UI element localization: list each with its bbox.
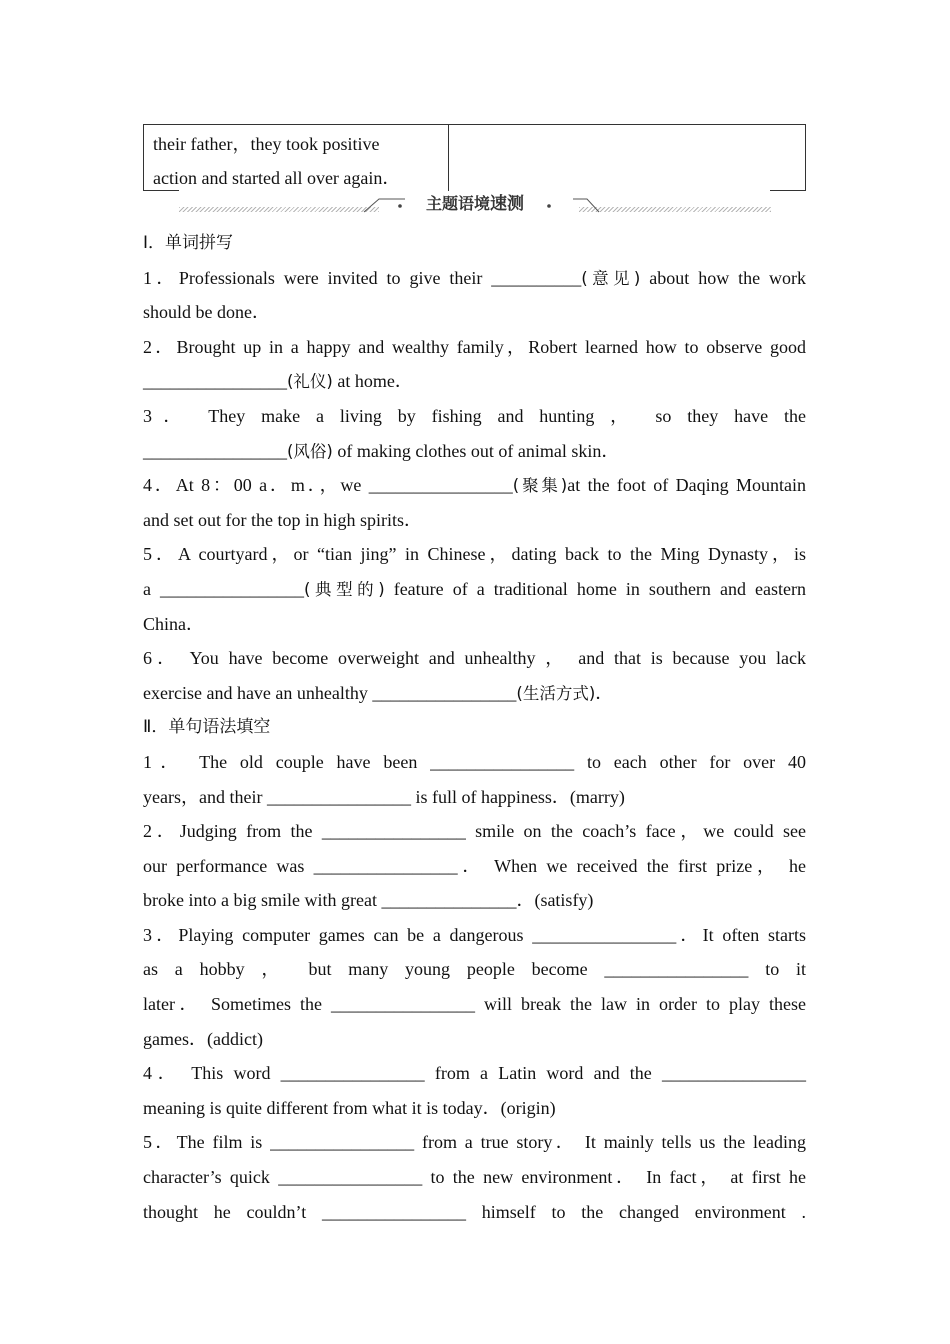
section-heading: Ⅰ．单词拼写 — [143, 233, 234, 253]
question-line — [143, 676, 806, 711]
question-line — [143, 572, 806, 607]
text-run: 4．At 8：00 a．m．，we — [143, 475, 369, 496]
question-line: and set out for the top in high spirits． — [143, 509, 422, 530]
hint-text: (典型的) — [304, 579, 385, 599]
question-line: games．(addict) — [143, 1028, 263, 1049]
answer-blank: ________________ — [160, 578, 305, 599]
question-line — [143, 468, 806, 503]
text-run: at the foot of Daqing Mountain — [567, 475, 806, 496]
text-run: 1．Professionals were invited to give their — [143, 267, 492, 288]
hint-text: (礼仪) — [287, 372, 333, 392]
question-line: 2．Judging from the ________________ smile on the coach’s face，we could see — [143, 821, 806, 842]
question-line — [143, 364, 806, 399]
text-run: about how the work — [640, 267, 807, 288]
question-line: as a hobby ， but many young people become ________________ to it — [143, 959, 806, 980]
text-run: ． — [595, 682, 614, 703]
hint-text: (生活方式) — [516, 683, 596, 703]
table-fragment — [143, 124, 806, 192]
page — [143, 124, 807, 1222]
question-line: later． Sometimes the ________________ will break the law in order to play these — [143, 994, 806, 1015]
table-cell-left — [143, 124, 449, 191]
question-line: 5．The film is ________________ from a true story． It mainly tells us the leading — [143, 1132, 806, 1153]
hint-text: (意见) — [581, 268, 641, 288]
question-line: character’s quick ________________ to the new environment． In fact， at first he — [143, 1167, 806, 1188]
question-line: broke into a big smile with great _______________．(satisfy) — [143, 890, 594, 911]
text-run: of making clothes out of animal skin． — [332, 440, 620, 461]
question-line: 5．A courtyard，or “tian jing” in Chinese，dating back to the Ming Dynasty，is — [143, 544, 806, 565]
section-banner — [179, 192, 771, 218]
table-border-stub — [770, 190, 806, 191]
text-run: feature of a traditional home in southern and eastern — [384, 578, 806, 599]
exercise-content — [143, 226, 806, 1229]
table-cell-line: action and started all over again． — [153, 168, 401, 188]
banner-title-b: 速测 — [490, 194, 524, 214]
answer-blank: ________________ — [368, 475, 513, 496]
question-line: meaning is quite different from what it is today．(origin) — [143, 1097, 556, 1118]
banner-title-a: 主题语境 — [425, 194, 490, 213]
answer-blank: ________________ — [372, 682, 517, 703]
answer-blank: ________________ — [143, 440, 287, 461]
section-heading: Ⅱ．单句语法填空 — [143, 717, 271, 738]
question-line — [143, 434, 806, 469]
text-run: at home． — [332, 371, 413, 392]
question-line — [143, 261, 806, 296]
question-line: should be done． — [143, 302, 270, 323]
table-cell-right — [448, 124, 806, 191]
question-line: 3． They make a living by fishing and hunting ， so they have the — [143, 405, 806, 426]
question-line: years，and their ________________ is full of happiness．(marry) — [143, 786, 625, 807]
question-line: 1． The old couple have been ________________ to each other for over 40 — [143, 751, 806, 772]
question-line: 4． This word ________________ from a Latin word and the ________________ — [143, 1063, 806, 1084]
banner-title — [413, 192, 537, 216]
table-border-stub — [143, 190, 179, 191]
question-line: our performance was ________________． When we received the first prize， he — [143, 855, 806, 876]
answer-blank: __________ — [491, 267, 582, 288]
question-line: China． — [143, 613, 204, 634]
question-line: 6． You have become overweight and unhealthy ， and that is because you lack — [143, 648, 806, 669]
table-cell-line: their father，they took positive — [153, 134, 380, 154]
question-line: 3．Playing computer games can be a dangerous ________________．It often starts — [143, 924, 806, 945]
text-run: a — [143, 578, 161, 599]
text-run: exercise and have an unhealthy — [143, 682, 373, 703]
question-line: thought he couldn’t ________________ himself to the changed environment . — [143, 1201, 806, 1222]
answer-blank: ________________ — [143, 371, 287, 392]
hint-text: (聚集) — [512, 476, 568, 496]
question-line: 2．Brought up in a happy and wealthy family，Robert learned how to observe good — [143, 336, 806, 357]
hint-text: (风俗) — [287, 441, 333, 461]
